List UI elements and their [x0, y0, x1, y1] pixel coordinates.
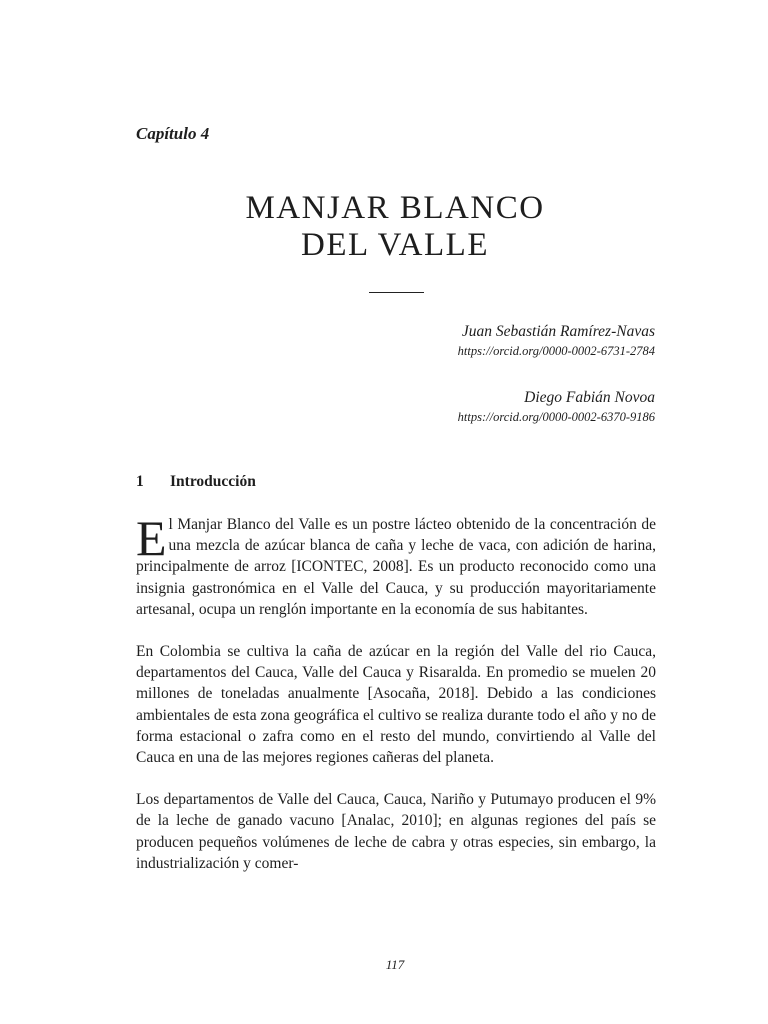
- section-number: 1: [136, 473, 144, 490]
- section-heading: [136, 473, 256, 491]
- paragraph-1: [136, 510, 656, 620]
- section-title: Introducción: [170, 473, 256, 490]
- paragraph-3: Los departamentos de Valle del Cauca, Cauca, Nariño y Putumayo producen el 9% de la leche de ganado vacuno [Analac, 2010]; en algunas regiones del país se producen pequeños volúmenes de leche de cabra y otras especies, sin embargo, la industrialización y comer-: [136, 791, 656, 872]
- drop-cap: E: [136, 510, 167, 566]
- author-name: Diego Fabián Novoa: [524, 389, 655, 406]
- author-block-1: [458, 322, 655, 360]
- title-divider: [369, 292, 424, 293]
- chapter-title-line-2: DEL VALLE: [301, 227, 489, 263]
- page-number: 117: [385, 957, 405, 972]
- paragraph-2: En Colombia se cultiva la caña de azúcar en la región del Valle del rio Cauca, departamentos del Cauca, Valle del Cauca y Risaralda. En promedio se muelen 20 millones de toneladas anualmente [Asocaña, 2018]. Debido a las condiciones ambientales de esta zona geográfica el cultivo se realiza durante todo el año y no de forma estacional o zafra como en el resto del mundo, convirtiendo al Valle del Cauca en una de las mejores regiones cañeras del planeta.: [136, 643, 656, 767]
- chapter-label: Capítulo 4: [136, 124, 210, 143]
- body-text: [136, 510, 656, 895]
- chapter-title: [0, 190, 768, 264]
- author-name: Juan Sebastián Ramírez-Navas: [461, 323, 655, 340]
- author-orcid-link[interactable]: https://orcid.org/0000-0002-6731-2784: [457, 344, 655, 358]
- author-block-2: [458, 388, 655, 426]
- chapter-title-line-1: MANJAR BLANCO: [245, 190, 545, 226]
- author-orcid-link[interactable]: https://orcid.org/0000-0002-6370-9186: [457, 410, 655, 424]
- paragraph-1-text: l Manjar Blanco del Valle es un postre lácteo obtenido de la concentración de una mezcla de azúcar blanca de caña y leche de vaca, con adición de harina, principalmente de arroz [ICONTEC, 2008]. Es un producto reconocido como una insignia gastronómica en el Valle del Cauca, y su producción mayoritariamente artesanal, ocupa un renglón importante en la economía de sus habitantes.: [136, 516, 656, 618]
